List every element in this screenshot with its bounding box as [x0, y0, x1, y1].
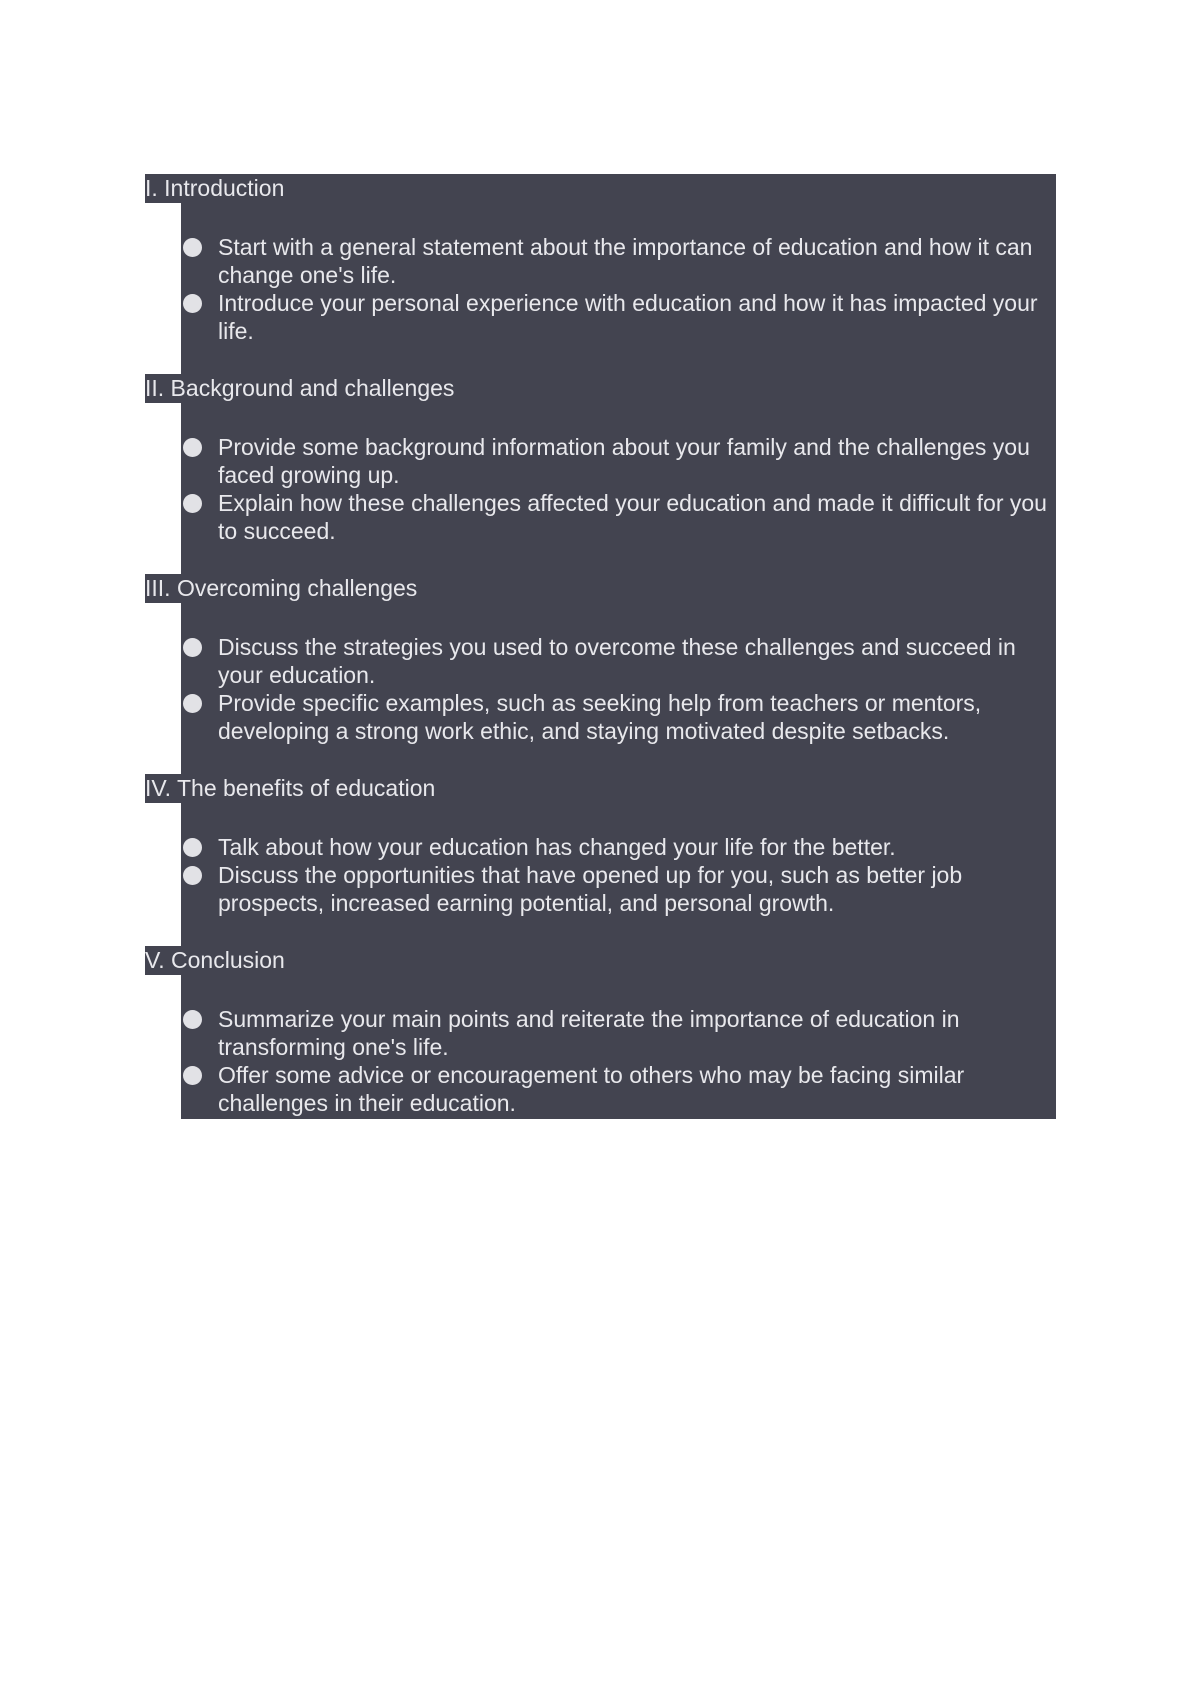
bullet-icon: [183, 694, 202, 713]
section-heading: I. Introduction: [145, 174, 1056, 203]
list-item: Introduce your personal experience with education and how it has impacted your life.: [181, 289, 1056, 345]
bullet-icon: [183, 494, 202, 513]
bullet-icon: [183, 1066, 202, 1085]
section-overcoming: [145, 574, 1056, 774]
list-item: Discuss the strategies you used to overcome these challenges and succeed in your education.: [181, 633, 1056, 689]
section-conclusion: [145, 946, 1056, 1119]
section-heading: IV. The benefits of education: [145, 774, 1056, 803]
bullet-list: [181, 603, 1056, 774]
section-heading: III. Overcoming challenges: [145, 574, 1056, 603]
list-item: Start with a general statement about the importance of education and how it can change one's life.: [181, 233, 1056, 289]
essay-outline: [145, 174, 1056, 1119]
bullet-icon: [183, 1010, 202, 1029]
bullet-icon: [183, 238, 202, 257]
bullet-list: [181, 203, 1056, 374]
bullet-icon: [183, 866, 202, 885]
bullet-list: [181, 403, 1056, 574]
section-benefits: [145, 774, 1056, 946]
list-item: Discuss the opportunities that have opened up for you, such as better job prospects, increased earning potential, and personal growth.: [181, 861, 1056, 917]
section-heading: V. Conclusion: [145, 946, 1056, 975]
list-item: Offer some advice or encouragement to others who may be facing similar challenges in their education.: [181, 1061, 1056, 1117]
bullet-icon: [183, 638, 202, 657]
list-item: Provide some background information about your family and the challenges you faced growing up.: [181, 433, 1056, 489]
list-item: Talk about how your education has changed your life for the better.: [181, 833, 1056, 861]
section-heading: II. Background and challenges: [145, 374, 1056, 403]
bullet-icon: [183, 294, 202, 313]
section-introduction: [145, 174, 1056, 374]
bullet-icon: [183, 838, 202, 857]
list-item: Summarize your main points and reiterate the importance of education in transforming one's life.: [181, 1005, 1056, 1061]
bullet-list: [181, 975, 1056, 1119]
bullet-list: [181, 803, 1056, 946]
section-background: [145, 374, 1056, 574]
list-item: Explain how these challenges affected your education and made it difficult for you to succeed.: [181, 489, 1056, 545]
list-item: Provide specific examples, such as seeking help from teachers or mentors, developing a strong work ethic, and staying motivated despite setbacks.: [181, 689, 1056, 745]
bullet-icon: [183, 438, 202, 457]
